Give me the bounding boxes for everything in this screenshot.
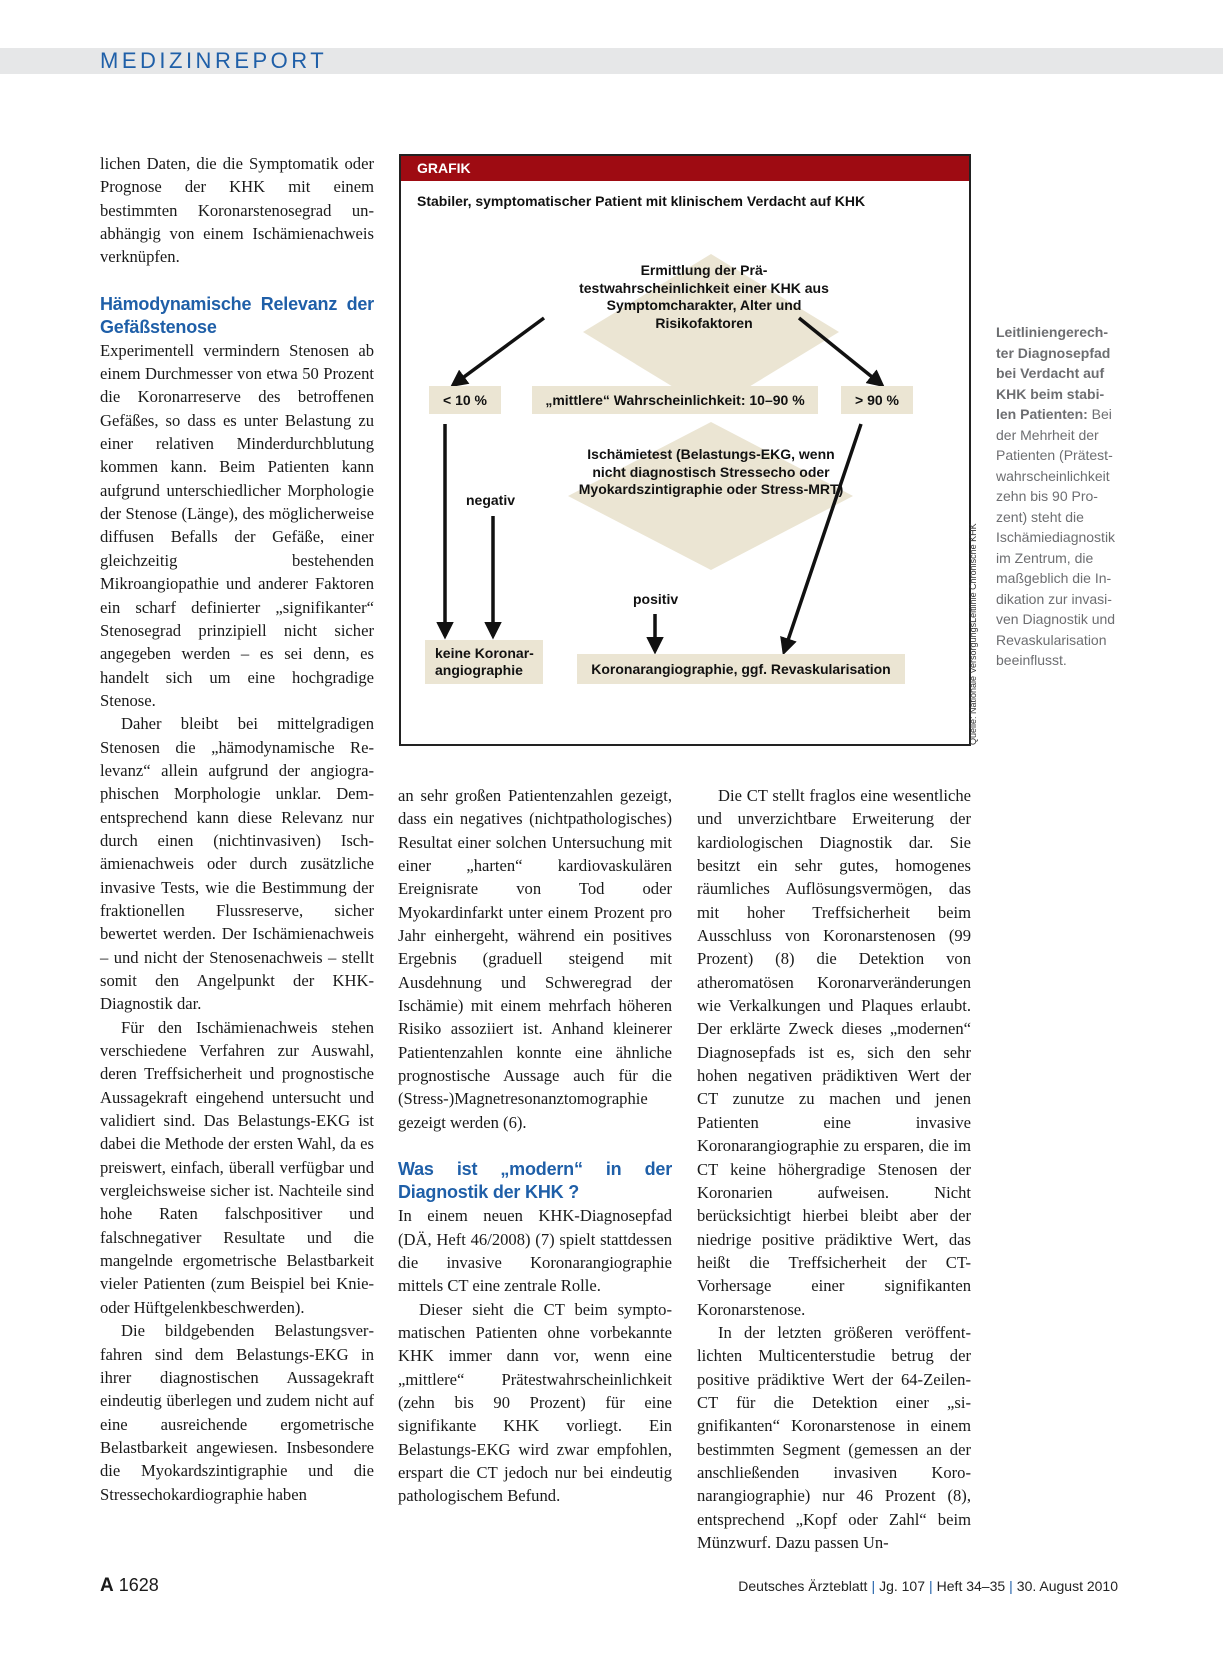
journal-name: Deutsches Ärzteblatt xyxy=(738,1578,868,1594)
pretest-text: Ermittlung der Prätestwahrscheinlichkeit einer KHK aus Symptomcharakter, Alter und Risikofaktoren xyxy=(579,262,829,331)
paragraph: Die CT stellt fraglos eine wesentliche und unverzichtbare Erweiterung der kardiologischen Diagnostik dar. Sie besitzt ein sehr gutes, homogenes räumliches Auflösungsvermögen, das mit hoher Treffsicherheit beim Ausschluss von Koronarstenosen (99 Prozent) (8) die Detektion von atheromatösen Koronarveränderungen wie Verkalkungen und Plaques erlaubt. Der erklärte Zweck dieses „modernen“ Diagnosepfads ist es, sich den sehr hohen negativen prädiktiven Wert der CT zunutze zu machen und jenen Patienten eine invasive Koronarangiographie zu ersparen, die im CT keine höhergradige Stenosen der Koronarien aufweisen. Nicht berücksichtigt hierbei bleibt aber der niedrige positive prädiktive Wert, das heißt die Treffsicherheit der CT-Vorhersage einer signifikanten Koronarstenose. xyxy=(697,786,971,1319)
subheading: Was ist „modern“ in der Diagnostik der KHK ? xyxy=(398,1159,672,1203)
negativ-label: negativ xyxy=(466,492,516,508)
paragraph: Experimentell vermindern Stenosen ab einem Durchmesser von etwa 50 Prozent die Koronarreserve des betroffenen Gefäßes, so dass es unter Belastung zu einer relativen Minderdurchblutung kommen kann. Beim Patienten kann aufgrund unterschiedlicher Morphologie der Stenose (Länge), des möglicherweise diffusen Befalls der Gefäße, einer gleichzeitig bestehenden Mikroangiopathie und anderer Faktoren ein scharf definierter „signifikanter“ Stenosegrad prinzipiell nicht sicher angegeben werden – es sei denn, es handelt sich um eine hochgradige Stenose. xyxy=(100,340,374,710)
arrow-to-low xyxy=(453,318,544,385)
positiv-label: positiv xyxy=(633,591,679,607)
separator: | xyxy=(1009,1578,1013,1594)
paragraph: In der letzten größeren veröffentlichten Multicenterstudie betrug der positive prädiktive Wert der 64-Zeilen-CT für die Detektion einer „signifikanten“ Koronarstenose in einem bestimmten Segment (gemessen an der anschließenden invasiven Koronarangiographie) nur 46 Prozent (8), entsprechend „Kopf oder Zahl“ beim Münzwurf. Dazu passen Un- xyxy=(697,1322,971,1552)
paragraph: an sehr großen Patientenzahlen gezeigt, dass ein negatives (nichtpathologisches) Resultat einer solchen Untersuchung mit einer „harten“ kardiovaskulären Ereignisrate von Tod oder Myokardinfarkt unter einem Prozent pro Jahr einhergeht, während ein positives Ergebnis (graduell steigend mit Ausdehnung und Schweregrad der Ischämie) mit einem mehrfach höheren Risiko assoziiert ist. Anhand kleinerer Patientenzahlen konnte eine ähnliche prognostische Aussage auch für die (Stress-)Magnetresonanztomographie gezeigt werden (6). xyxy=(398,786,672,1132)
mid-probability-box: „mittlere“ Wahrscheinlichkeit: 10–90 % xyxy=(532,386,818,414)
angiography-box: Koronarangiographie, ggf. Revaskularisation xyxy=(577,654,905,684)
volume: Jg. 107 xyxy=(879,1578,926,1594)
low-probability-box: < 10 % xyxy=(429,386,501,414)
page-number xyxy=(100,1575,159,1597)
paragraph: Für den Ischämienachweis stehen verschiedene Verfahren zur Auswahl, deren Treffsicherheit und prognostische Aussagekraft eingehend untersucht und validiert sind. Das Belastungs-EKG ist dabei die Methode der ersten Wahl, da es preiswert, einfach, überall verfügbar und vergleichsweise sicher ist. Nachteile sind hohe Raten falschpositiver und falschnegativer Resultate und die mangelnde ergometrische Belastbarkeit vieler Patienten (zum Beispiel bei Knie- oder Hüftgelenkbeschwerden). xyxy=(100,1017,374,1317)
figure-caption xyxy=(996,322,1116,671)
paragraph: Dieser sieht die CT beim symptomatischen Patienten ohne vorbekannte KHK immer dann vor, wenn eine „mittlere“ Prätestwahrscheinlichkeit (zehn bis 90 Prozent) für eine signifikante KHK vorliegt. Ein Belastungs-EKG wird zwar empfohlen, erspart die CT jedoch nur bei eindeutig pathologischem Befund. xyxy=(398,1299,672,1506)
separator: | xyxy=(871,1578,876,1594)
page-letter: A xyxy=(100,1575,114,1596)
ischemia-test-text: Ischämietest (Belastungs-EKG, wenn nicht diagnostisch Stressecho oder Myokardszintigraphie oder Stress-MRT) xyxy=(578,446,844,497)
footer-citation xyxy=(738,1578,1118,1594)
paragraph: Die bildgebenden Belastungsverfahren sind dem Belastungs-EKG in ihrer diagnostischen Aussagekraft eindeutig überlegen und zudem nicht auf eine ausreichende ergometrische Belastbarkeit angewiesen. Insbesondere die Myokardszintigraphie und die Stressechokardiographie haben xyxy=(100,1321,374,1504)
caption-lead: Leitliniengerechter Diagnosepfad bei Verdacht auf KHK beim stabilen Patienten: xyxy=(996,324,1111,422)
figure-source: Quelle: Nationale VersorgungsLeitlinie Chronische KHK xyxy=(968,523,978,745)
figure-title: Stabiler, symptomatischer Patient mit klinischem Verdacht auf KHK xyxy=(417,193,866,209)
paragraph: In einem neuen KHK-Diagnosepfad (DÄ, Heft 46/2008) (7) spielt stattdessen die invasive Koronarangiographie mittels CT eine zentrale Rolle. xyxy=(398,1206,672,1296)
paragraph: lichen Daten, die die Symptomatik oder Prognose der KHK mit einem bestimmten Koronarstenosegrad unabhängig von einem Ischämienachweis verknüpfen. xyxy=(100,154,374,267)
date: 30. August 2010 xyxy=(1016,1578,1118,1594)
section-title: MEDIZINREPORT xyxy=(100,48,328,73)
figure-label: GRAFIK xyxy=(401,156,969,181)
caption-text: Bei der Mehrheit der Patienten (Prätestwahrscheinlichkeit zehn bis 90 Prozent) steht die Ischämiediagnostik im Zentrum, die maßgeblich die Indikation zur invasiven Diagnostik und Revaskularisation beeinflusst. xyxy=(996,406,1116,668)
high-probability-box: > 90 % xyxy=(841,386,913,414)
separator: | xyxy=(929,1578,933,1594)
text-column-1 xyxy=(100,152,374,1506)
subheading: Hämodynamische Relevanz der Gefäßstenose xyxy=(100,293,374,337)
page-number-value: 1628 xyxy=(118,1575,159,1595)
text-column-2 xyxy=(398,784,672,1508)
issue: Heft 34–35 xyxy=(936,1578,1006,1594)
paragraph: Daher bleibt bei mittelgradigen Stenosen die „hämodynamische Relevanz“ allein aufgrund der angiographischen Morphologie unklar. Dementsprechend kann diese Relevanz nur durch einen (nichtinvasiven) Ischämienachweis oder durch zusätzliche invasive Tests, wie die Bestimmung der fraktionellen Flussreserve, sicher bewertet werden. Der Ischämienachweis – und nicht der Stenosenachweis – stellt somit den Angelpunkt der KHK-Diagnostik dar. xyxy=(100,714,374,1014)
flowchart-figure xyxy=(399,154,971,746)
no-angiography-box: keine Koronarangiographie xyxy=(425,640,543,684)
text-column-3 xyxy=(697,784,971,1554)
